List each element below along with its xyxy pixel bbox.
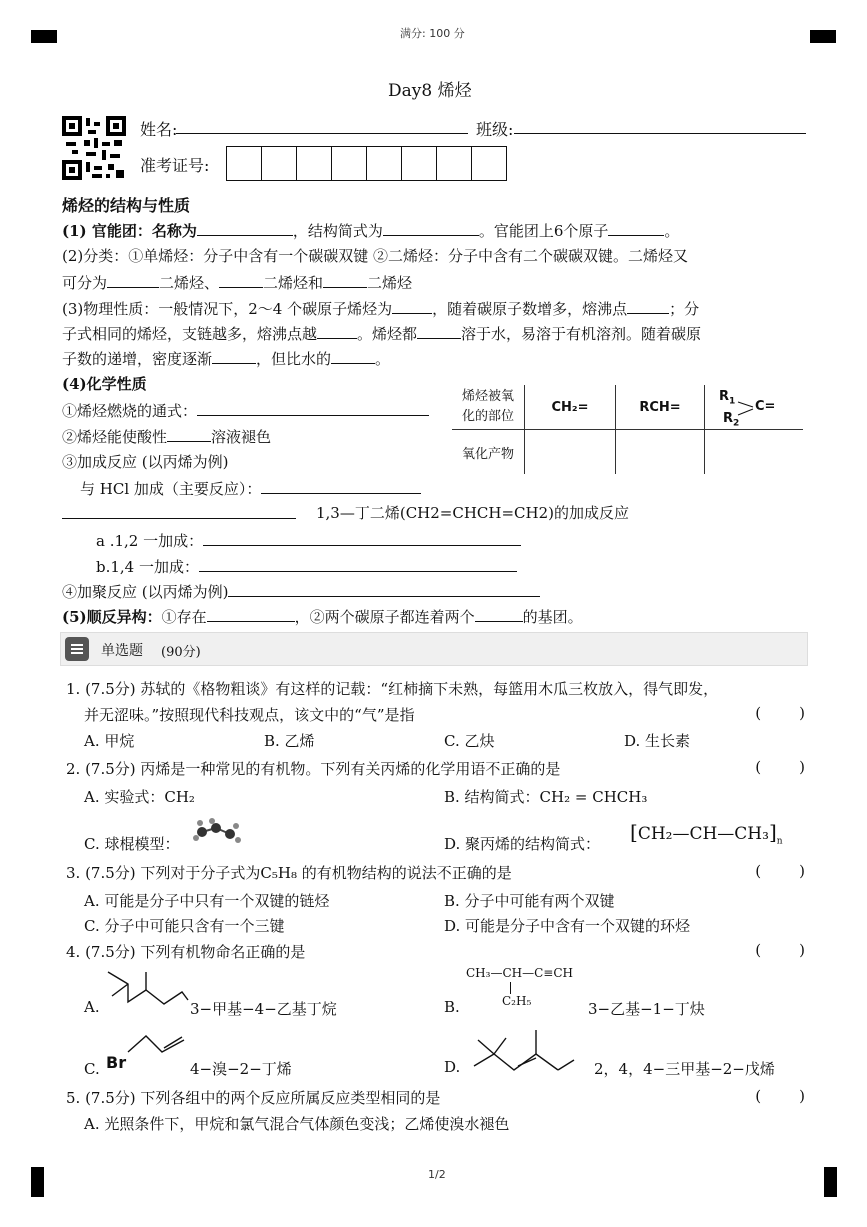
question-5-stem: 5. (7.5分) 下列各组中的两个反应所属反应类型相同的是 <box>66 1089 441 1107</box>
ball-stick-model-image <box>192 818 244 846</box>
q4-option-b[interactable]: B. <box>444 998 460 1016</box>
question-1-stem: 1. (7.5分) 苏轼的《格物粗谈》有这样的记载：“红柿摘下未熟，每篮用木瓜三枚放入，得气即发， <box>66 680 719 698</box>
q4-option-c-br: Br <box>106 1053 127 1072</box>
isomer-line: (5)顺反异构：①存在 ，②两个碳原子都连着两个 的基团。 <box>62 605 583 627</box>
page-number: 1/2 <box>428 1168 446 1181</box>
corner-mark-top-left <box>31 30 57 43</box>
classification-line: (2)分类：①单烯烃：分子中含有一个碳碳双键 ②二烯烃：分子中含有二个碳碳双键。二烯烃又 <box>62 247 689 265</box>
blank-line[interactable] <box>62 518 296 519</box>
hcl-addition-line: 与 HCl 加成（主要反应）： <box>80 477 421 499</box>
exam-id-label: 准考证号: <box>140 156 210 175</box>
physical-line-1: (3)物理性质：一般情况下，2～4 个碳原子烯烃为 ，随着碳原子数增多，熔沸点 ；分 <box>62 297 699 319</box>
question-section-header <box>60 632 808 666</box>
question-1-stem-2: 并无涩味。”按照现代科技观点，该文中的“气”是指 <box>84 706 415 724</box>
answer-box-4[interactable]: ( ) <box>755 941 805 959</box>
class-field[interactable] <box>514 133 806 134</box>
polymerization-line: ④加聚反应 (以丙烯为例) <box>62 580 540 602</box>
q3-option-c[interactable]: C. 分子中可能只含有一个三键 <box>84 917 285 935</box>
page-title: Day8 烯烃 <box>388 81 472 101</box>
addition-line: ③加成反应 (以丙烯为例) <box>62 453 229 471</box>
answer-box-2[interactable]: ( ) <box>755 758 805 776</box>
table-cell: RCH= <box>616 385 705 430</box>
q5-option-a[interactable]: A. 光照条件下，甲烷和氯气混合气体颜色变浅；乙烯使溴水褪色 <box>84 1115 510 1133</box>
answer-box-3[interactable]: ( ) <box>755 862 805 880</box>
q3-option-a[interactable]: A. 可能是分子中只有一个双键的链烃 <box>84 892 330 910</box>
q4-option-c-name: 4−溴−2−丁烯 <box>190 1060 292 1078</box>
q3-option-d[interactable]: D. 可能是分子中含有一个双键的环烃 <box>444 917 691 935</box>
q2-option-b[interactable]: B. 结构简式：CH₂ = CHCH₃ <box>444 788 648 806</box>
functional-group-line: (1) 官能团：名称为 ，结构简式为 。官能团上6个原子 。 <box>62 219 679 241</box>
oxidation-table <box>452 385 803 474</box>
name-field[interactable] <box>176 133 468 134</box>
q4-option-b-branch <box>510 982 511 994</box>
q1-option-d[interactable]: D. 生长素 <box>624 732 691 750</box>
q4-option-b-name: 3−乙基−1−丁炔 <box>588 1000 705 1018</box>
name-label: 姓名: <box>140 120 178 139</box>
q4-option-b-formula: CH₃—CH—C≡CH <box>466 966 573 980</box>
q2-option-a[interactable]: A. 实验式：CH₂ <box>84 788 195 806</box>
question-4-stem: 4. (7.5分) 下列有机物命名正确的是 <box>66 943 306 961</box>
section-heading: 烯烃的结构与性质 <box>62 196 191 215</box>
skeletal-structure-a <box>104 968 190 1012</box>
table-row-label: 氧化产物 <box>452 430 525 475</box>
combustion-line: ①烯烃燃烧的通式： <box>62 399 429 421</box>
q1-option-a[interactable]: A. 甲烷 <box>84 732 135 750</box>
table-cell-rc: $R_1$ C= $R_2$ <box>705 385 804 430</box>
q4-option-c[interactable]: C. <box>84 1060 100 1078</box>
q1-option-c[interactable]: C. 乙炔 <box>444 732 495 750</box>
exam-id-boxes[interactable] <box>226 146 507 181</box>
corner-mark-bottom-right <box>824 1167 837 1197</box>
addition-14-line: b.1,4 一加成： <box>96 555 517 577</box>
q4-option-a-name: 3−甲基−4−乙基丁烷 <box>190 1000 337 1018</box>
polypropylene-formula: $[CH_2—CH—CH_3]_n$ <box>630 820 783 847</box>
q2-option-c[interactable]: C. 球棍模型： <box>84 835 180 853</box>
q4-option-d[interactable]: D. <box>444 1058 461 1076</box>
physical-line-3: 子数的递增，密度逐渐 ，但比水的 。 <box>62 347 390 369</box>
q4-option-d-name: 2，4，4−三甲基−2−戊烯 <box>594 1060 775 1078</box>
question-section-title: 单选题 <box>101 643 143 659</box>
class-label: 班级: <box>476 120 514 139</box>
q2-option-d[interactable]: D. 聚丙烯的结构简式： <box>444 835 601 853</box>
physical-line-2: 子式相同的烯烃，支链越多，熔沸点越 。烯烃都 溶于水，易溶于有机溶剂。随着碳原 <box>62 322 701 344</box>
chem-heading: (4)化学性质 <box>62 375 147 393</box>
question-2-stem: 2. (7.5分) 丙烯是一种常见的有机物。下列有关丙烯的化学用语不正确的是 <box>66 760 561 778</box>
addition-12-line: a .1,2 一加成： <box>96 529 521 551</box>
list-icon <box>65 637 89 661</box>
q4-option-a[interactable]: A. <box>84 998 100 1016</box>
butadiene-line: 1,3—丁二烯(CH2=CHCH=CH2)的加成反应 <box>316 504 630 522</box>
full-score: 满分: 100 分 <box>400 27 465 40</box>
question-section-score: (90分) <box>161 645 201 660</box>
answer-box-1[interactable]: ( ) <box>755 704 805 722</box>
table-row-label: 烯烃被氧 <box>461 389 514 404</box>
q1-option-b[interactable]: B. 乙烯 <box>264 732 315 750</box>
corner-mark-top-right <box>810 30 836 43</box>
table-cell: CH₂= <box>525 385 616 430</box>
q3-option-b[interactable]: B. 分子中可能有两个双键 <box>444 892 615 910</box>
table-row-label: 化的部位 <box>461 409 514 424</box>
q4-option-b-sub: C₂H₅ <box>502 994 532 1008</box>
oxidation-line: ②烯烃能使酸性 溶液褪色 <box>62 425 271 447</box>
question-3-stem: 3. (7.5分) 下列对于分子式为C₅H₈ 的有机物结构的说法不正确的是 <box>66 864 512 882</box>
classification-line-2: 可分为 二烯烃、 二烯烃和 二烯烃 <box>62 271 412 293</box>
skeletal-structure-d <box>470 1026 580 1080</box>
skeletal-structure-c <box>126 1032 190 1056</box>
answer-box-5[interactable]: ( ) <box>755 1087 805 1105</box>
qr-code <box>62 116 126 180</box>
corner-mark-bottom-left <box>31 1167 44 1197</box>
